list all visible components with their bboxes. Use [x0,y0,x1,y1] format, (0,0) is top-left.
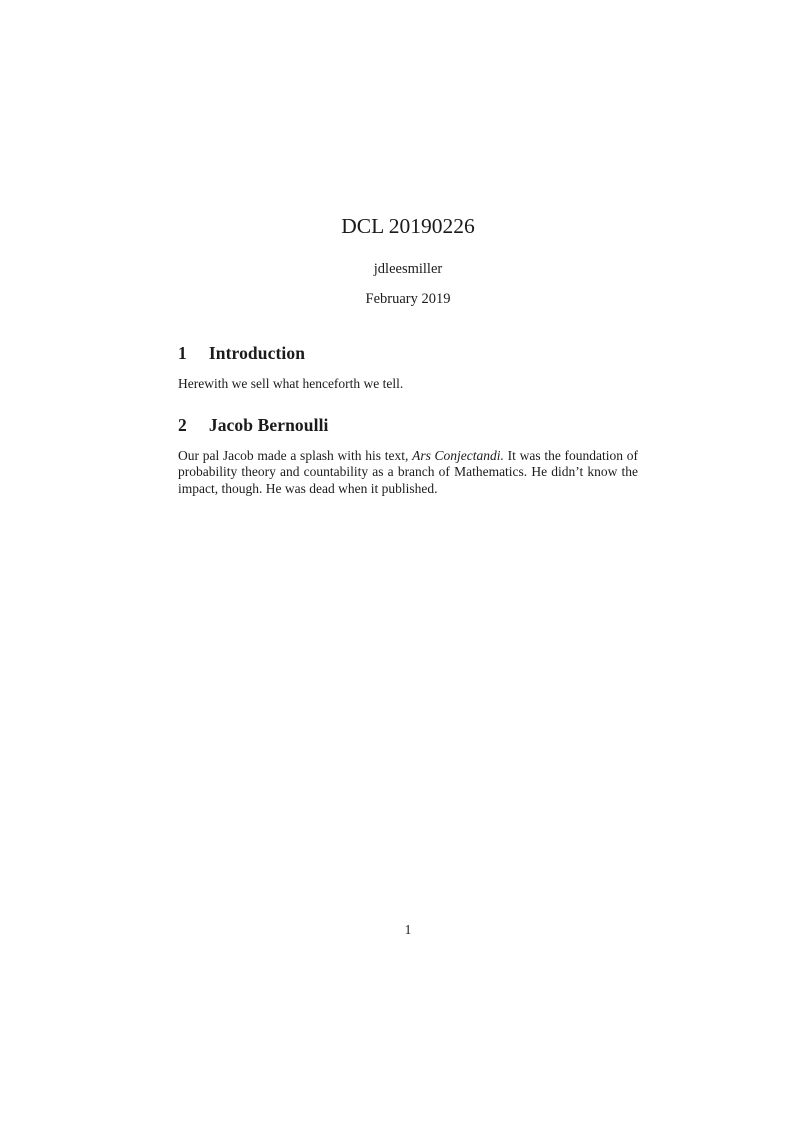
paragraph-text-before: Our pal Jacob made a splash with his text, [178,447,413,463]
section-2-heading [178,415,638,436]
section-1-title: Introduction [208,342,306,363]
document-date: February 2019 [365,291,451,308]
document-author: jdleesmiller [373,260,443,277]
section-2-number: 2 [178,414,187,435]
section-2-paragraph [178,448,638,497]
document-title: DCL 20190226 [341,214,475,238]
text-block [178,0,638,497]
section-1-paragraph: Herewith we sell what henceforth we tell. [178,375,404,391]
section-1-heading [178,343,638,364]
page-number: 1 [404,922,412,937]
paragraph-text-after: It was the foundation of probability theory and countability as a branch of Mathematics. He didn’t know the impact, though. He was dead when it published. [178,447,638,496]
book-title-italic: Ars Conjectandi. [412,447,504,463]
section-1-number: 1 [178,342,187,363]
section-2-title: Jacob Bernoulli [208,414,329,435]
